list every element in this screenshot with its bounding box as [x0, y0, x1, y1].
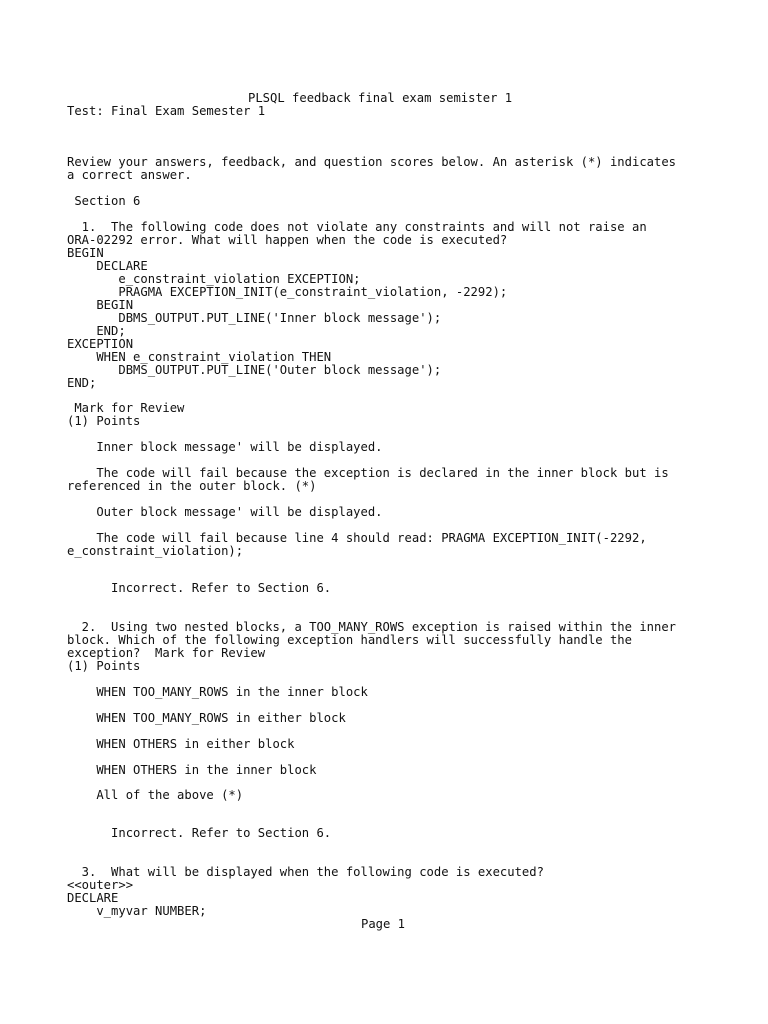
document-title: PLSQL feedback final exam semister 1 [248, 91, 513, 105]
code-line: DBMS_OUTPUT.PUT_LINE('Inner block message'); [67, 311, 442, 325]
code-line: DBMS_OUTPUT.PUT_LINE('Outer block message'); [67, 363, 442, 377]
answer-option: WHEN OTHERS in the inner block [67, 763, 317, 777]
answer-option: WHEN TOO_MANY_ROWS in either block [67, 711, 346, 725]
answer-option: referenced in the outer block. (*) [67, 479, 317, 493]
answer-option: e_constraint_violation); [67, 544, 244, 558]
code-line: v_myvar NUMBER; [67, 904, 207, 918]
code-line: e_constraint_violation EXCEPTION; [67, 272, 361, 286]
page-number: Page 1 [361, 917, 406, 931]
code-line: BEGIN [67, 246, 104, 260]
code-line: END; [67, 376, 97, 390]
question-2-text: exception? Mark for Review [67, 646, 266, 660]
question-2-text: block. Which of the following exception handlers will successfully handle the [67, 633, 632, 647]
answer-option: WHEN TOO_MANY_ROWS in the inner block [67, 685, 368, 699]
points-label: (1) Points [67, 414, 141, 428]
intro-text: a correct answer. [67, 168, 192, 182]
question-2-text: 2. Using two nested blocks, a TOO_MANY_ROWS exception is raised within the inner [67, 620, 677, 634]
code-line: EXCEPTION [67, 337, 134, 351]
code-line: PRAGMA EXCEPTION_INIT(e_constraint_violation, -2292); [67, 285, 508, 299]
answer-option: Outer block message' will be displayed. [67, 505, 383, 519]
intro-text: Review your answers, feedback, and question scores below. An asterisk (*) indicates [67, 155, 677, 169]
question-1-text: ORA-02292 error. What will happen when the code is executed? [67, 233, 508, 247]
code-line: END; [67, 324, 126, 338]
test-title: Test: Final Exam Semester 1 [67, 104, 266, 118]
answer-option: Inner block message' will be displayed. [67, 440, 383, 454]
answer-option: The code will fail because line 4 should read: PRAGMA EXCEPTION_INIT(-2292, [67, 531, 647, 545]
code-line: WHEN e_constraint_violation THEN [67, 350, 332, 364]
answer-option: WHEN OTHERS in either block [67, 737, 295, 751]
feedback-text: Incorrect. Refer to Section 6. [67, 581, 332, 595]
code-line: BEGIN [67, 298, 134, 312]
question-1-text: 1. The following code does not violate any constraints and will not raise an [67, 220, 647, 234]
points-label: (1) Points [67, 659, 141, 673]
mark-for-review: Mark for Review [67, 401, 185, 415]
code-line: DECLARE [67, 259, 148, 273]
answer-option: The code will fail because the exception is declared in the inner block but is [67, 466, 669, 480]
question-3-text: 3. What will be displayed when the following code is executed? [67, 865, 544, 879]
feedback-text: Incorrect. Refer to Section 6. [67, 826, 332, 840]
code-line: <<outer>> [67, 878, 134, 892]
section-heading: Section 6 [67, 194, 141, 208]
answer-option: All of the above (*) [67, 788, 244, 802]
code-line: DECLARE [67, 891, 119, 905]
